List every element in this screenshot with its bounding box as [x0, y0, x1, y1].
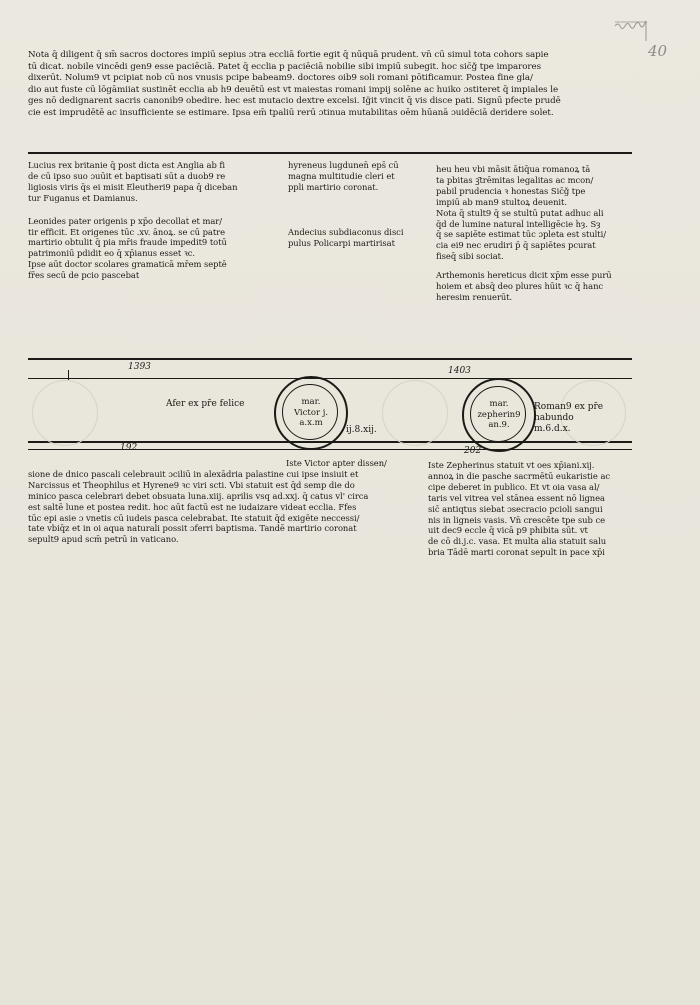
text-line: dixerūt. Nolum9 vt pcipiat nob̄ cū nos vnusis pcipe babeam9. doctores oib9 soli romani pōtificamur. Postea fine gla/	[28, 73, 533, 84]
text-line: minico pasca celebrari debet obsuata luna.xiij. aprilis vsq ad.xxj. q̄ catus vl' circa	[28, 490, 369, 501]
bottom-right-paragraph	[428, 460, 640, 558]
year-label: 192	[120, 443, 138, 453]
text-line: tūc epi asie ɔ vnetis cū iudeis pasca celebrabat. Ite statuit q̄d exigēte neccessi/	[28, 512, 360, 523]
text-line: taris vel vitrea vel stānea essent nō lignea	[428, 492, 606, 503]
year-label: 1393	[128, 362, 151, 372]
text-line: heu heu vbi māsit āt̄iq̄ua romanoꝝ tā	[436, 164, 591, 174]
text-line: tate vbiq̄z et in oi aqua naturali possit ɔferri baptisma. Tandē martirio coronat̄	[28, 523, 357, 534]
text-line: fr̄es secū de pcio pascebat	[28, 270, 140, 281]
text-line: cie est imprudētē ac insufficiente se estimare. Ipsa em̄ tpaliū rerū ɔtinua mutabilitas oēm hūanā ɔuidēciā deridere solet.	[28, 107, 554, 118]
label-line: habundo	[534, 413, 574, 423]
text-line: Ipse aūt doctor scolares gramaticā mr̄em septē	[28, 259, 227, 270]
medallion-text	[477, 399, 520, 431]
folio-number: 40	[648, 42, 668, 60]
text-line: Narcissus et Theophilus et Hyrene9 ꝛc viri scti. Vbi statuit est q̄d semp die do	[28, 479, 355, 490]
text-line: ta pbitas ꝫ̄trēmitas legalitas ac mcon/	[436, 174, 594, 185]
text-line: Leonides pater origenis p xp̄o decollat̄ et mar/	[28, 215, 223, 226]
text-line: de cō di.j.c. vasa. Et multa alia statuit salu	[428, 536, 607, 547]
text-line: q̄d de lumine natural̄ intelligēcie h̄ȝ. Sȝ	[436, 218, 601, 229]
text-line: dio aut fuste cū lōgāmiiat̄ sustinēt ecclia ab h9 deuētū est vt maiestas romani impij solēne ac huiko ɔstiteret q̄ impiales le	[28, 84, 559, 95]
text-line: annoꝝ in die pasche sacrmētū eukaristie ac	[428, 470, 611, 481]
text-line: uit dec9 eccle q̄ vicā p9 phibita sūt. vt	[428, 525, 588, 536]
column-right	[436, 164, 640, 303]
pope-reign-label: ij.8.xij.	[346, 425, 377, 435]
text-line: Andecius subdiaconus disci	[288, 226, 404, 237]
text-line: sic̄ antiqtus siebat ɔsecracio pcioli sangui	[428, 503, 603, 514]
text-line: ligiosis viris q̄s ei misit Eleutheri9 papa q̄ diceban	[28, 181, 238, 192]
pope-medallion-victor	[274, 376, 348, 450]
top-rule	[28, 152, 632, 154]
text-line: tur Fuganus et Damianus.	[28, 192, 138, 203]
medallion-line: Victor j.	[293, 407, 329, 418]
text-line: tū dicat. nobile vincēdi gen9 esse paciēciā. Patet q̄ ecclia p paciēciā nobilie sibi impiū subegit. hoc sic̄ǧ tpe imparores	[28, 61, 542, 72]
timeline-tick	[68, 370, 69, 380]
text-line: sepult9 apud scm̄ petrū in vaticano.	[28, 534, 179, 545]
pope-origin-label-right	[534, 402, 603, 435]
medallion-line: an.9.	[488, 420, 510, 431]
medallion-text	[294, 397, 328, 429]
text-line: ges nō dedignarent sacris canonib9 obedire. hec est mutacio dextre excelsi. Ig̈it vincit q̄ vis disce pati. Signū pfecte prudē	[28, 96, 561, 107]
year-label: 1403	[448, 366, 471, 376]
pope-medallion-zepherinus	[462, 378, 536, 452]
column-left	[28, 160, 272, 281]
medallion-line: mar.	[301, 397, 321, 408]
show-through-circle	[382, 380, 448, 446]
text-line: de cū ipso suo ɔuūit et baptisati sūt a duob9 re	[28, 170, 226, 181]
bottom-left-paragraph	[28, 458, 424, 545]
timeline-rule-top-1	[28, 358, 632, 360]
text-line: pabil̄ prudencia ꝛ honestas Sic̄ǧ tpe	[436, 185, 586, 196]
text-line: hoiem et absq̄ deo plures hūit ꝛc q̄ hanc	[436, 281, 604, 292]
text-line: Nota q̄ diligent̄ q̄ sm̄ sacros doctores impiū sepius ɔtra eccliā fortie egit q̄ nūquā prudent̄. vn̄ cū simul tota cohors sapie	[28, 50, 549, 60]
year-label: 202	[464, 446, 482, 456]
text-line: heresim renuerūt.	[436, 291, 513, 302]
text-line: cia ei9 nec erudiri p̄ q̄ sapiētes pcurat	[436, 240, 596, 251]
text-line: fiseq̄ sibi sociat.	[436, 251, 504, 262]
text-line: pulus Policarpi martirisat̄	[288, 237, 395, 248]
show-through-circle	[32, 380, 98, 446]
text-line: Iste Victor apter dissen/	[286, 458, 387, 468]
text-line: magna multitudie cleri et	[288, 170, 395, 181]
text-line: cipe deberet in publico. Et vt oia vasa al/	[428, 481, 600, 492]
text-line: Arthemonis hereticus dicit xp̄m esse purū	[436, 270, 612, 281]
label-line: m.6.d.x.	[534, 424, 571, 434]
text-line: sione de dnico pascali celebrauit ɔciliū in alexādria palastine cui ipse insiuit et	[28, 468, 359, 479]
timeline-rule-top-2	[28, 378, 632, 379]
text-line: Nota q̄ stult9 q̄ se stultū putat adhuc ali	[436, 207, 604, 218]
column-middle	[288, 160, 430, 249]
pope-origin-label: Afer ex pr̄e felice	[166, 399, 245, 409]
text-line: patrimoniū pdidit eo q̄ xp̄ianus esset ꝛc.	[28, 248, 196, 259]
label-line: Roman9 ex pr̄e	[534, 402, 604, 412]
text-line: impiū ab man9 stultoꝝ deuenit.	[436, 196, 567, 207]
text-line: est saltē lune et postea redit. hoc aūt factū est ne iudaizare videat ecclia. Ffes	[28, 501, 357, 512]
text-line: martirio obtulit q̄ pia mr̄is fraude impedit9 totū	[28, 237, 227, 248]
medallion-line: zepherin9	[477, 409, 521, 420]
text-line: bria Tādē marti coronat̄ sepult in pace xp̄i	[428, 547, 605, 558]
top-paragraph	[28, 50, 640, 120]
text-line: hyreneus lugdunen̄ eps̄ cū	[288, 160, 399, 170]
text-line: Iste Zepherinus statuit vt oes xp̄iani.xij.	[428, 460, 595, 470]
medallion-line: a.x.m	[299, 418, 323, 429]
text-line: q̄ se sapiēte estimat tūc ɔpleta est stulti/	[436, 229, 607, 240]
text-line: tir efficit̄. Et origenes tūc .xv. ānoꝝ. se cū patre	[28, 226, 226, 237]
text-line: nis in ligneis vasis. Vn̄ crescēte tpe sub ce	[428, 514, 605, 525]
text-line: Lucius rex britanie q̄ post dicta est Anglia ab fi	[28, 160, 226, 170]
timeline-rule-bottom-2	[28, 449, 632, 450]
medallion-line: mar.	[489, 399, 509, 410]
text-line: ppli martirio coronat̄.	[288, 181, 379, 192]
